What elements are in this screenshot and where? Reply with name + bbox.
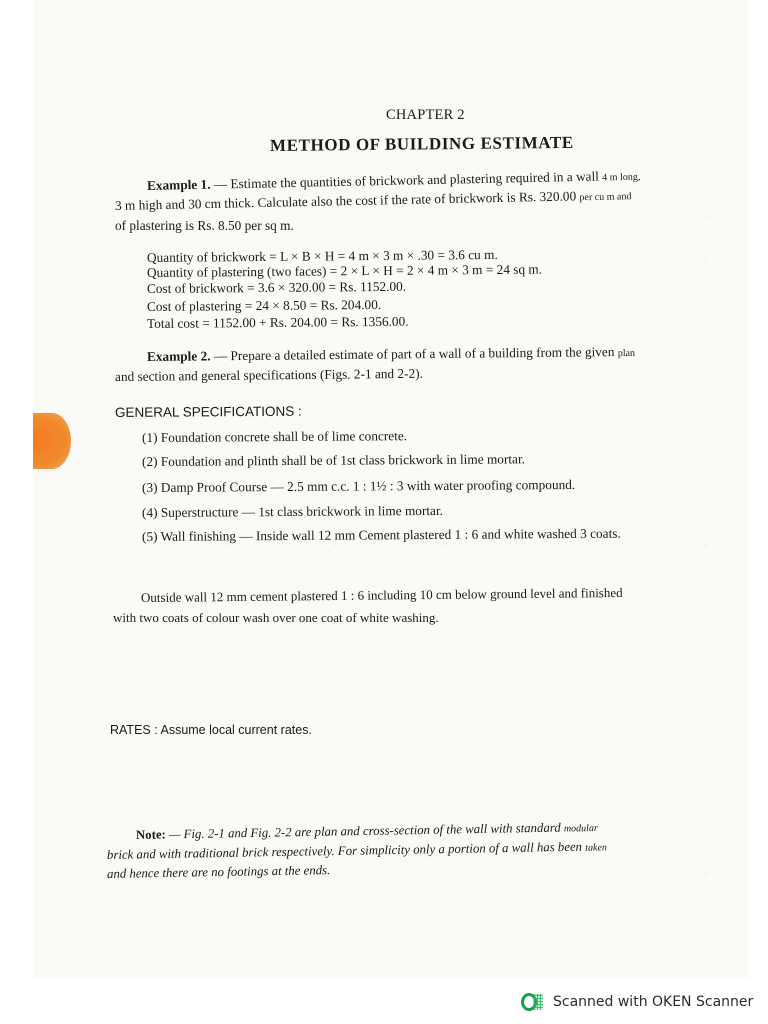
spec-item-2: (2) Foundation and plinth shall be of 1st class brickwork in lime mortar.	[141, 451, 526, 469]
spec-item-1: (1) Foundation concrete shall be of lime concrete.	[141, 428, 408, 445]
example2-label: Example 2.	[146, 348, 211, 364]
outside-wall-line2: with two coats of colour wash over one coat of white washing.	[113, 610, 439, 625]
note-line2: brick and with traditional brick respectively. For simplicity only a portion of a wall has been taken	[106, 839, 607, 862]
example1-line3: of plastering is Rs. 8.50 per sq m.	[115, 218, 294, 233]
spec-item-3: (3) Damp Proof Course — 2.5 mm c.c. 1 : 1½ : 3 with water proofing compound.	[141, 476, 576, 495]
note-line3: and hence there are no footings at the ends.	[106, 863, 331, 881]
example2-line1: Example 2. — Prepare a detailed estimate of part of a wall of a building from the given plan	[146, 344, 636, 364]
chapter-label: CHAPTER 2	[386, 107, 465, 123]
page-title: METHOD OF BUILDING ESTIMATE	[269, 132, 574, 155]
example1-line1: Example 1. — Estimate the quantities of brickwork and plastering required in a wall 4 m long,	[146, 168, 641, 193]
outside-wall-line1: Outside wall 12 mm cement plastered 1 : 6 including 10 cm below ground level and finished	[140, 584, 623, 605]
calc-brickwork-quantity: Quantity of brickwork = L × B × H = 4 m × 3 m × .30 = 3.6 cu m.	[146, 246, 498, 265]
spec-item-4: (4) Superstructure — 1st class brickwork in lime mortar.	[141, 502, 444, 520]
watermark-text: Scanned with OKEN Scanner	[553, 994, 754, 1010]
spec-item-5: (5) Wall finishing — Inside wall 12 mm Cement plastered 1 : 6 and white washed 3 coats.	[141, 525, 621, 544]
calc-brickwork-cost: Cost of brickwork = 3.6 × 320.00 = Rs. 1152.00.	[146, 278, 407, 296]
example1-label: Example 1.	[146, 176, 211, 193]
oken-logo-icon	[521, 991, 543, 1013]
rates-line: RATES : Assume local current rates.	[110, 723, 312, 737]
scanner-watermark	[517, 989, 757, 1015]
orange-marker-dot	[33, 413, 71, 469]
example1-line2: 3 m high and 30 cm thick. Calculate also the cost if the rate of brickwork is Rs. 320.00 per cu m and	[114, 188, 632, 213]
note-label: Note:	[135, 827, 166, 842]
example2-line2: and section and general specifications (Figs. 2-1 and 2-2).	[114, 365, 424, 384]
calc-plastering-cost: Cost of plastering = 24 × 8.50 = Rs. 204.00.	[146, 296, 382, 314]
calc-total-cost: Total cost = 1152.00 + Rs. 204.00 = Rs. 1356.00.	[146, 313, 409, 331]
note-line1: Note: — Fig. 2-1 and Fig. 2-2 are plan and cross-section of the wall with standard modular	[135, 820, 598, 842]
general-specifications-heading: GENERAL SPECIFICATIONS :	[114, 403, 302, 420]
calc-plastering-quantity: Quantity of plastering (two faces) = 2 × L × H = 2 × 4 m × 3 m = 24 sq m.	[146, 261, 543, 280]
